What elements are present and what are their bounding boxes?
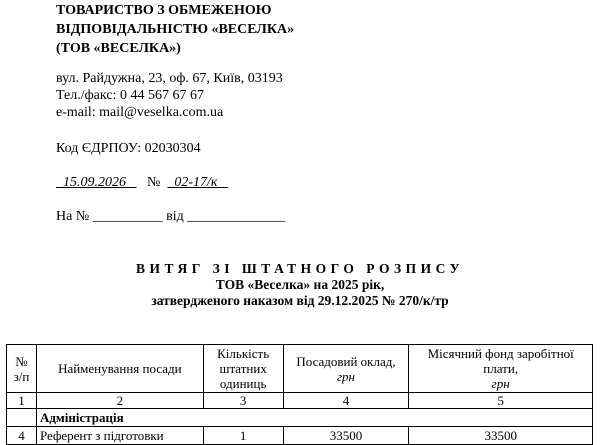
header-salary <box>283 345 409 393</box>
column-number: 5 <box>409 393 593 409</box>
company-phone: Тел./факс: 0 44 567 67 67 <box>56 88 204 103</box>
header-fund <box>409 345 593 393</box>
incoming-reference: На № __________ від ______________ <box>56 209 286 224</box>
header-fund-label: Місячний фонд заробітної плати, <box>427 346 574 376</box>
edrpou-code: Код ЄДРПОУ: 02030304 <box>56 141 201 156</box>
column-number: 1 <box>7 393 37 409</box>
company-name-line-1: ТОВАРИСТВО З ОБМЕЖЕНОЮ <box>56 3 272 18</box>
table-header-row <box>7 345 593 393</box>
company-address: вул. Райдужна, 23, оф. 67, Київ, 03193 <box>56 71 283 86</box>
header-count: Кількість штатних одиниць <box>203 345 283 393</box>
outgoing-date: 15.09.2026 <box>63 175 126 190</box>
staff-table <box>6 344 593 445</box>
header-salary-unit: грн <box>336 368 355 384</box>
row-fund: 33500 <box>409 427 593 445</box>
row-num: 4 <box>7 427 37 445</box>
column-number: 3 <box>203 393 283 409</box>
header-position: Найменування посади <box>36 345 203 393</box>
outgoing-number-label: № <box>147 175 161 190</box>
column-number-row <box>7 393 593 409</box>
company-name-line-2: ВІДПОВІДАЛЬНІСТЮ «ВЕСЕЛКА» <box>56 22 295 37</box>
row-count: 1 <box>203 427 283 445</box>
header-salary-label: Посадовий оклад, <box>296 353 396 369</box>
section-title: Адміністрація <box>36 409 592 427</box>
company-name <box>56 1 294 58</box>
section-row <box>7 409 593 427</box>
document-title <box>80 261 520 309</box>
company-contacts <box>56 70 283 121</box>
column-number: 4 <box>283 393 409 409</box>
document-title-line-3: затвердженого наказом від 29.12.2025 № 270/к/тр <box>151 293 449 308</box>
header-num: № з/п <box>7 345 37 393</box>
row-salary: 33500 <box>283 427 409 445</box>
outgoing-number: 02-17/к <box>174 175 218 190</box>
column-number: 2 <box>36 393 203 409</box>
document-title-line-2: ТОВ «Веселка» на 2025 рік, <box>215 277 385 292</box>
section-num-cell <box>7 409 37 427</box>
company-email: e-mail: mail@veselka.com.ua <box>56 105 224 120</box>
outgoing-reference <box>56 175 228 191</box>
row-position: Референт з підготовки <box>36 427 203 445</box>
table-row <box>7 427 593 445</box>
company-short-name: (ТОВ «ВЕСЕЛКА») <box>56 41 181 56</box>
document-title-main: ВИТЯГ ЗІ ШТАТНОГО РОЗПИСУ <box>135 261 465 276</box>
header-fund-unit: грн <box>491 376 510 391</box>
